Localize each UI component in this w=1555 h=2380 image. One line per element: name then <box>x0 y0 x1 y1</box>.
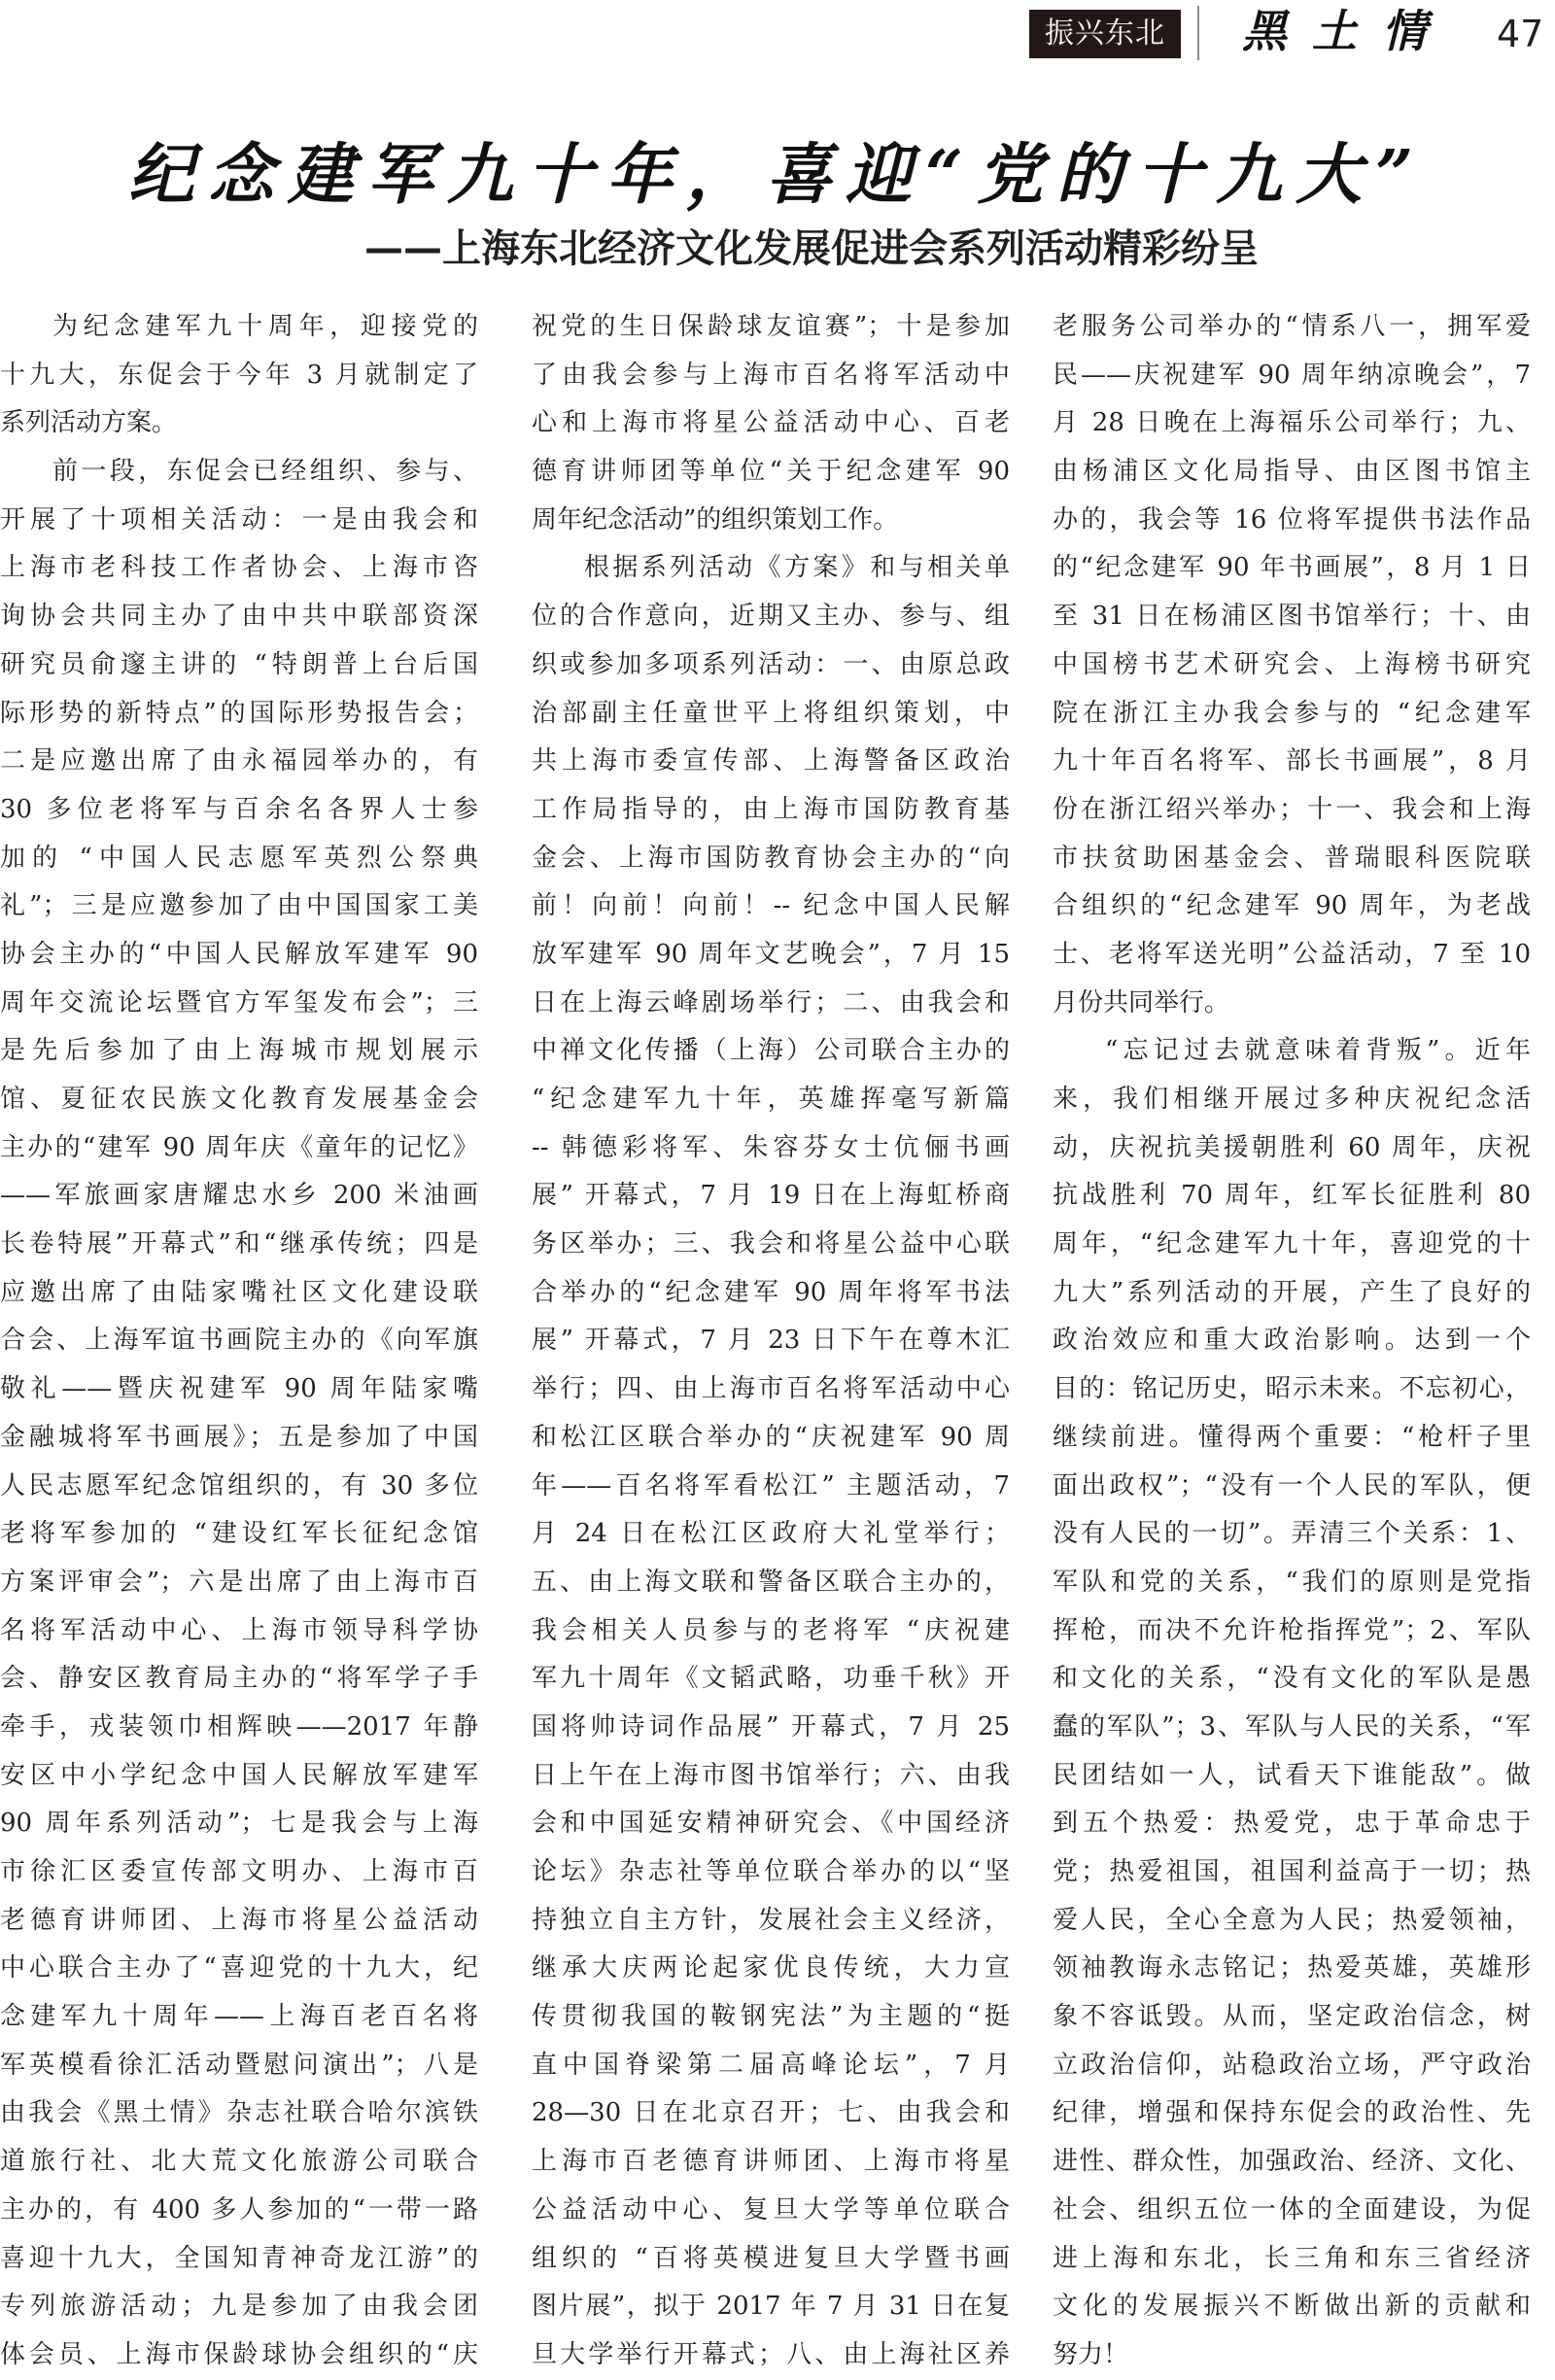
text-line: 祝党的生日保龄球友谊赛”；十是参加 <box>532 312 1010 341</box>
text-line: 日在上海云峰剧场举行；二、由我会和 <box>532 987 1010 1018</box>
text-line: 进性、群众性，加强政治、经济、文化、 <box>1053 2147 1531 2177</box>
text-line: ——军旅画家唐耀忠水乡 200 米油画 <box>0 1181 478 1211</box>
text-line: 月 24 日在松江区政府大礼堂举行； <box>532 1519 1010 1549</box>
text-line: 周年纪念活动”的组织策划工作。 <box>532 504 899 535</box>
text-line: 人民志愿军纪念馆组织的，有 30 多位 <box>0 1470 478 1500</box>
text-line: 爱人民，全心全意为人民；热爱领袖， <box>1053 1905 1531 1935</box>
text-line: 体会员、上海市保龄球协会组织的“庆 <box>0 2339 478 2369</box>
text-line: 由杨浦区文化局指导、由区图书馆主 <box>1053 457 1531 487</box>
text-line: 院在浙江主办我会参与的 “纪念建军 <box>1053 698 1531 728</box>
text-line: 我会相关人员参与的老将军 “庆祝建 <box>532 1615 1010 1645</box>
text-line: 二是应邀出席了由永福园举办的，有 <box>0 746 478 776</box>
text-line: 中禅文化传播（上海）公司联合主办的 <box>532 1036 1010 1066</box>
text-line: 方案评审会”；六是出席了由上海市百 <box>0 1567 478 1597</box>
text-column-2 <box>532 303 1010 2369</box>
text-line: 直中国脊梁第二届高峰论坛”，7 月 <box>532 2050 1010 2080</box>
text-line: 治部副主任童世平上将组织策划，中 <box>532 698 1010 728</box>
text-line: 旦大学举行开幕式；八、由上海社区养 <box>532 2339 1010 2369</box>
text-line: 安区中小学纪念中国人民解放军建军 <box>0 1760 478 1790</box>
article-subtitle: ——上海东北经济文化发展促进会系列活动精彩纷呈 <box>364 226 1259 271</box>
text-line: 论坛》杂志社等单位联合举办的以“坚 <box>532 1857 1010 1886</box>
text-line: 为纪念建军九十周年，迎接党的 <box>52 312 478 341</box>
text-line: 党；热爱祖国，祖国利益高于一切；热 <box>1053 1857 1531 1886</box>
text-line: 民——庆祝建军 90 周年纳凉晚会”，7 <box>1053 360 1531 390</box>
text-line: 十九大，东促会于今年 3 月就制定了 <box>0 360 478 390</box>
text-line: 老将军参加的 “建设红军长征纪念馆 <box>0 1519 478 1549</box>
text-line: 蠢的军队”；3、军队与人民的关系，“军 <box>1053 1711 1531 1742</box>
text-line: 位的合作意向，近期又主办、参与、组 <box>532 602 1010 632</box>
text-line: 目的：铭记历史，昭示未来。不忘初心， <box>1053 1374 1531 1404</box>
text-line: 德育讲师团等单位“关于纪念建军 90 <box>532 457 1010 487</box>
text-line: 象不容诋毁。从而，坚定政治信念，树 <box>1053 2002 1531 2032</box>
text-line: 展” 开幕式，7 月 19 日在上海虹桥商 <box>532 1181 1010 1211</box>
text-line: 了由我会参与上海市百名将军活动中 <box>532 360 1010 390</box>
text-line: 合举办的“纪念建军 90 周年将军书法 <box>532 1277 1010 1307</box>
text-line: 金融城将军书画展》；五是参加了中国 <box>0 1422 478 1452</box>
text-line: 会和中国延安精神研究会、《中国经济 <box>532 1809 1010 1839</box>
text-line: 务区举办；三、我会和将星公益中心联 <box>532 1229 1010 1259</box>
text-line: 上海市百老德育讲师团、上海市将星 <box>532 2147 1010 2177</box>
text-line: 来，我们相继开展过多种庆祝纪念活 <box>1053 1085 1531 1114</box>
text-line: 金会、上海市国防教育协会主办的“向 <box>532 843 1010 873</box>
text-line: 中国榜书艺术研究会、上海榜书研究 <box>1053 649 1531 679</box>
text-line: 九十年百名将军、部长书画展”，8 月 <box>1053 746 1531 776</box>
text-line: 根据系列活动《方案》和与相关单 <box>584 553 1010 583</box>
text-line: 的“纪念建军 90 年书画展”，8 月 1 日 <box>1053 553 1531 583</box>
text-line: 和松江区联合举办的“庆祝建军 90 周 <box>532 1422 1010 1452</box>
text-line: 老服务公司举办的“情系八一，拥军爱 <box>1053 312 1531 341</box>
text-line: 询协会共同主办了由中共中联部资深 <box>0 602 478 632</box>
text-line: 办的，我会等 16 位将军提供书法作品 <box>1053 504 1531 535</box>
text-line: 周年，“纪念建军九十年，喜迎党的十 <box>1053 1229 1531 1259</box>
text-line: 继承大庆两论起家优良传统，大力宣 <box>532 1953 1010 1983</box>
text-line: “纪念建军九十年，英雄挥毫写新篇 <box>532 1085 1010 1114</box>
text-line: 合会、上海军谊书画院主办的《向军旗 <box>0 1326 478 1356</box>
text-line: 道旅行社、北大荒文化旅游公司联合 <box>0 2147 478 2177</box>
text-line: 继续前进。懂得两个重要：“枪杆子里 <box>1053 1422 1531 1452</box>
text-line: 立政治信仰，站稳政治立场，严守政治 <box>1053 2050 1531 2080</box>
text-line: 九大”系列活动的开展，产生了良好的 <box>1053 1277 1531 1307</box>
text-line: 系列活动方案。 <box>0 408 178 438</box>
text-line: 前一段，东促会已经组织、参与、 <box>52 457 478 487</box>
text-line: 市扶贫助困基金会、普瑞眼科医院联 <box>1053 843 1531 873</box>
text-line: 图片展”，拟于 2017 年 7 月 31 日在复 <box>532 2292 1010 2322</box>
text-column-1 <box>0 303 478 2369</box>
text-line: 织或参加多项系列活动：一、由原总政 <box>532 649 1010 679</box>
article-body <box>0 303 1555 2369</box>
text-line: 政治效应和重大政治影响。达到一个 <box>1053 1326 1531 1356</box>
text-line: 牵手，戎装领巾相辉映——2017 年静 <box>0 1711 478 1742</box>
text-line: 纪律，增强和保持东促会的政治性、先 <box>1053 2098 1531 2128</box>
text-line: 士、老将军送光明”公益活动，7 至 10 <box>1053 939 1531 969</box>
text-line: 面出政权”；“没有一个人民的军队，便 <box>1053 1470 1531 1500</box>
text-line: 进上海和东北，长三角和东三省经济 <box>1053 2243 1531 2273</box>
text-line: 市徐汇区委宣传部文明办、上海市百 <box>0 1857 478 1886</box>
article-title: 纪念建军九十年，喜迎“党的十九大” <box>127 136 1428 214</box>
text-line: 加的 “中国人民志愿军英烈公祭典 <box>0 843 478 873</box>
text-line: 协会主办的“中国人民解放军建军 90 <box>0 939 478 969</box>
text-line: 名将军活动中心、上海市领导科学协 <box>0 1615 478 1645</box>
section-tag: 振兴东北 <box>1029 10 1181 58</box>
text-line: 日上午在上海市图书馆举行；六、由我 <box>532 1760 1010 1790</box>
text-line: 组织的 “百将英模进复旦大学暨书画 <box>532 2243 1010 2273</box>
text-line: 持独立自主方针，发展社会主义经济， <box>532 1905 1010 1935</box>
text-line: 念建军九十周年——上海百老百名将 <box>0 2002 478 2032</box>
page-header <box>0 0 1555 60</box>
text-line: 专列旅游活动；九是参加了由我会团 <box>0 2292 478 2322</box>
text-line: 周年交流论坛暨官方军玺发布会”；三 <box>0 987 478 1018</box>
text-line: 工作局指导的，由上海市国防教育基 <box>532 794 1010 824</box>
text-line: 应邀出席了由陆家嘴社区文化建设联 <box>0 1277 478 1307</box>
text-line: 军英模看徐汇活动暨慰问演出”；八是 <box>0 2050 478 2080</box>
text-line: 传贯彻我国的鞍钢宪法”为主题的“挺 <box>532 2002 1010 2032</box>
text-line: 月份共同举行。 <box>1053 987 1230 1018</box>
text-line: “忘记过去就意味着背叛”。近年 <box>1105 1036 1531 1066</box>
text-line: 国将帅诗词作品展” 开幕式，7 月 25 <box>532 1711 1010 1742</box>
text-line: 军九十周年《文韬武略，功垂千秋》开 <box>532 1664 1010 1694</box>
text-line: 至 31 日在杨浦区图书馆举行；十、由 <box>1053 602 1531 632</box>
text-line: 抗战胜利 70 周年，红军长征胜利 80 <box>1053 1181 1531 1211</box>
text-line: 开展了十项相关活动：一是由我会和 <box>0 504 478 535</box>
text-line: 文化的发展振兴不断做出新的贡献和 <box>1053 2292 1531 2322</box>
text-column-3 <box>1053 303 1531 2369</box>
text-line: 动，庆祝抗美援朝胜利 60 周年，庆祝 <box>1053 1132 1531 1162</box>
text-line: 中心联合主办了“喜迎党的十九大，纪 <box>0 1953 478 1983</box>
text-line: 民团结如一人，试看天下谁能敌”。做 <box>1053 1760 1531 1790</box>
text-line: 长卷特展”开幕式”和“继承传统；四是 <box>0 1229 478 1259</box>
text-line: 社会、组织五位一体的全面建设，为促 <box>1053 2194 1531 2225</box>
text-line: 主办的“建军 90 周年庆《童年的记忆》 <box>0 1132 478 1162</box>
text-line: 会、静安区教育局主办的“将军学子手 <box>0 1664 478 1694</box>
page-number: 47 <box>1497 13 1544 55</box>
text-line: 年——百名将军看松江” 主题活动，7 <box>532 1470 1010 1500</box>
text-line: 主办的，有 400 多人参加的“一带一路 <box>0 2194 478 2225</box>
text-line: -- 韩德彩将军、朱容芬女士伉俪书画 <box>532 1132 1010 1162</box>
text-line: 月 28 日晚在上海福乐公司举行；九、 <box>1053 408 1531 438</box>
text-line: 礼”；三是应邀参加了由中国国家工美 <box>0 891 478 921</box>
text-line: 领袖教诲永志铭记；热爱英雄，英雄形 <box>1053 1953 1531 1983</box>
text-line: 前！向前！向前！-- 纪念中国人民解 <box>532 891 1010 921</box>
text-line: 由我会《黑土情》杂志社联合哈尔滨铁 <box>0 2098 478 2128</box>
text-line: 馆、夏征农民族文化教育发展基金会 <box>0 1085 478 1114</box>
text-line: 是先后参加了由上海城市规划展示 <box>0 1036 478 1066</box>
text-line: 敬礼——暨庆祝建军 90 周年陆家嘴 <box>0 1374 478 1404</box>
text-line: 五、由上海文联和警备区联合主办的， <box>532 1567 1010 1597</box>
text-line: 举行；四、由上海市百名将军活动中心 <box>532 1374 1010 1404</box>
text-line: 份在浙江绍兴举办；十一、我会和上海 <box>1053 794 1531 824</box>
magazine-logo: 黑土情 <box>1242 5 1452 57</box>
text-line: 心和上海市将星公益活动中心、百老 <box>532 408 1010 438</box>
text-line: 公益活动中心、复旦大学等单位联合 <box>532 2194 1010 2225</box>
text-line: 合组织的“纪念建军 90 周年，为老战 <box>1053 891 1531 921</box>
text-line: 放军建军 90 周年文艺晚会”，7 月 15 <box>532 939 1010 969</box>
header-divider <box>1197 6 1199 60</box>
text-line: 上海市老科技工作者协会、上海市咨 <box>0 553 478 583</box>
text-line: 90 周年系列活动”；七是我会与上海 <box>0 1809 478 1839</box>
text-line: 展” 开幕式，7 月 23 日下午在尊木汇 <box>532 1326 1010 1356</box>
text-line: 和文化的关系，“没有文化的军队是愚 <box>1053 1664 1531 1694</box>
text-line: 研究员俞邃主讲的 “特朗普上台后国 <box>0 649 478 679</box>
text-line: 到五个热爱：热爱党，忠于革命忠于 <box>1053 1809 1531 1839</box>
text-line: 际形势的新特点”的国际形势报告会； <box>0 698 478 728</box>
text-line: 军队和党的关系，“我们的原则是党指 <box>1053 1567 1531 1597</box>
text-line: 喜迎十九大，全国知青神奇龙江游”的 <box>0 2243 478 2273</box>
text-line: 挥枪，而决不允许枪指挥党”；2、军队 <box>1053 1615 1531 1645</box>
text-line: 努力！ <box>1053 2339 1129 2369</box>
text-line: 老德育讲师团、上海市将星公益活动 <box>0 1905 478 1935</box>
text-line: 30 多位老将军与百余名各界人士参 <box>0 794 478 824</box>
text-line: 共上海市委宣传部、上海警备区政治 <box>532 746 1010 776</box>
text-line: 没有人民的一切”。弄清三个关系：1、 <box>1053 1519 1531 1549</box>
text-line: 28—30 日在北京召开；七、由我会和 <box>532 2098 1010 2128</box>
